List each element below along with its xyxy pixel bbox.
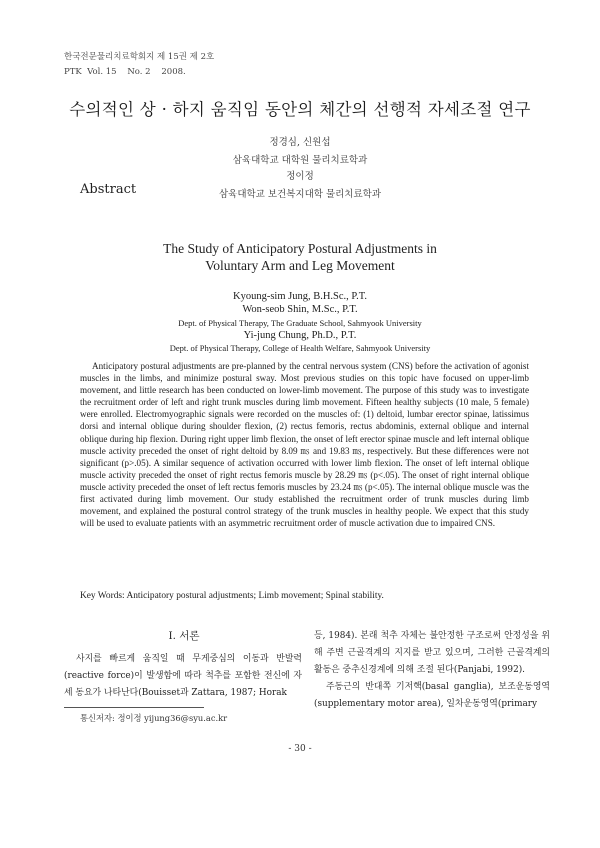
abstract-heading: Abstract bbox=[80, 182, 137, 197]
corresponding-author-footnote: 통신저자: 정이정 yijung36@syu.ac.kr bbox=[80, 713, 228, 723]
english-department-1: Dept. of Physical Therapy, The Graduate School, Sahmyook University bbox=[178, 318, 422, 328]
journal-line-korean: 한국전문물리치료학회지 제 15권 제 2호 bbox=[64, 52, 215, 62]
english-title-line-1: The Study of Anticipatory Postural Adjustments in bbox=[163, 241, 437, 256]
korean-authors-2: 정이정 bbox=[286, 171, 314, 182]
journal-line-english: PTK Vol. 15 No. 2 2008. bbox=[64, 67, 186, 77]
abstract-body: Anticipatory postural adjustments are pre-planned by the central nervous system (CNS) before the activation of agonist muscles in the limbs, and minimize postural sway. Most previous studies on this topic have focused on upper-limb movement, and little research has been conducted on lower-limb movement. The purpose of this study was to investigate the recruitment order of left and right trunk muscles during limb movement. Fifteen healthy subjects (10 male, 5 female) were enrolled. Electromyographic signals were recorded on the muscles of: (1) deltoid, lumbar erector spinae, latissimus dorsi and internal oblique during shoulder flexion, (2) rectus femoris, rectus abdominis, external oblique and internal oblique during hip flexion. During right upper limb flexion, the onset of left erector spinae muscle and left internal oblique muscle activity preceded the onset of right deltoid by 8.09 ㎳ and 19.83 ㎳, respectively. But these differences were not significant (p>.05). A similar sequence of activation occurred with lower limb flexion. The onset of left internal oblique muscle activity preceded the onset of right rectus femoris muscle by 28.29 ㎳ (p<.05). The onset of right internal oblique muscle activity preceded the onset of left rectus femoris muscles by 23.24 ㎳ (p<.05). The internal oblique muscle was the first activated during limb movement. Our study established the recruitment order of trunk muscles during limb movement, and explained the postural control strategy of the trunk muscles in healthy people. We expect that this study will be used to evaluate patients with an asymmetric recruitment order of muscle activation due to impaired CNS. bbox=[80, 361, 529, 529]
korean-title: 수의적인 상 · 하지 움직임 동안의 체간의 선행적 자세조절 연구 bbox=[69, 100, 531, 119]
section-heading-introduction: Ⅰ. 서론 bbox=[168, 630, 200, 642]
korean-affiliation-2: 삼육대학교 보건복지대학 물리치료학과 bbox=[218, 189, 382, 200]
korean-affiliation-1: 삼육대학교 대학원 물리치료학과 bbox=[232, 155, 368, 166]
english-author-3: Yi-jung Chung, Ph.D., P.T. bbox=[243, 330, 357, 341]
keywords: Key Words: Anticipatory postural adjustments; Limb movement; Spinal stability. bbox=[80, 591, 384, 601]
english-title-line-2: Voluntary Arm and Leg Movement bbox=[205, 258, 395, 273]
english-department-2: Dept. of Physical Therapy, College of Health Welfare, Sahmyook University bbox=[169, 343, 431, 353]
body-text-left-column: 사지를 빠르게 움직일 때 무게중심의 이동과 반발력(reactive force)이 발생함에 따라 척추를 포함한 전신에 자세 동요가 나타난다(Bouisset과 Zattara, 1987; Horak bbox=[64, 654, 302, 698]
footnote-divider bbox=[64, 707, 204, 708]
korean-authors-1: 정경심, 신원섭 bbox=[269, 137, 331, 148]
body-paragraph-1: 등, 1984). 본래 척추 자체는 불안정한 구조로써 안정성을 위해 주변 근골격계의 지지를 받고 있으며, 그러한 근골격계의 활동은 중추신경계에 의해 조절 된다(Panjabi, 1992). bbox=[314, 631, 550, 675]
journal-header bbox=[64, 50, 214, 80]
english-title bbox=[0, 240, 600, 274]
body-paragraph-2: 주동근의 반대쪽 기저핵(basal ganglia), 보조운동영역(supplementary motor area), 일차운동영역(primary bbox=[314, 682, 550, 709]
body-text-right-column bbox=[314, 628, 550, 713]
english-author-1: Kyoung-sim Jung, B.H.Sc., P.T. bbox=[233, 291, 367, 302]
english-author-2: Won-seob Shin, M.Sc., P.T. bbox=[242, 304, 358, 315]
page-number: - 30 - bbox=[288, 744, 312, 754]
